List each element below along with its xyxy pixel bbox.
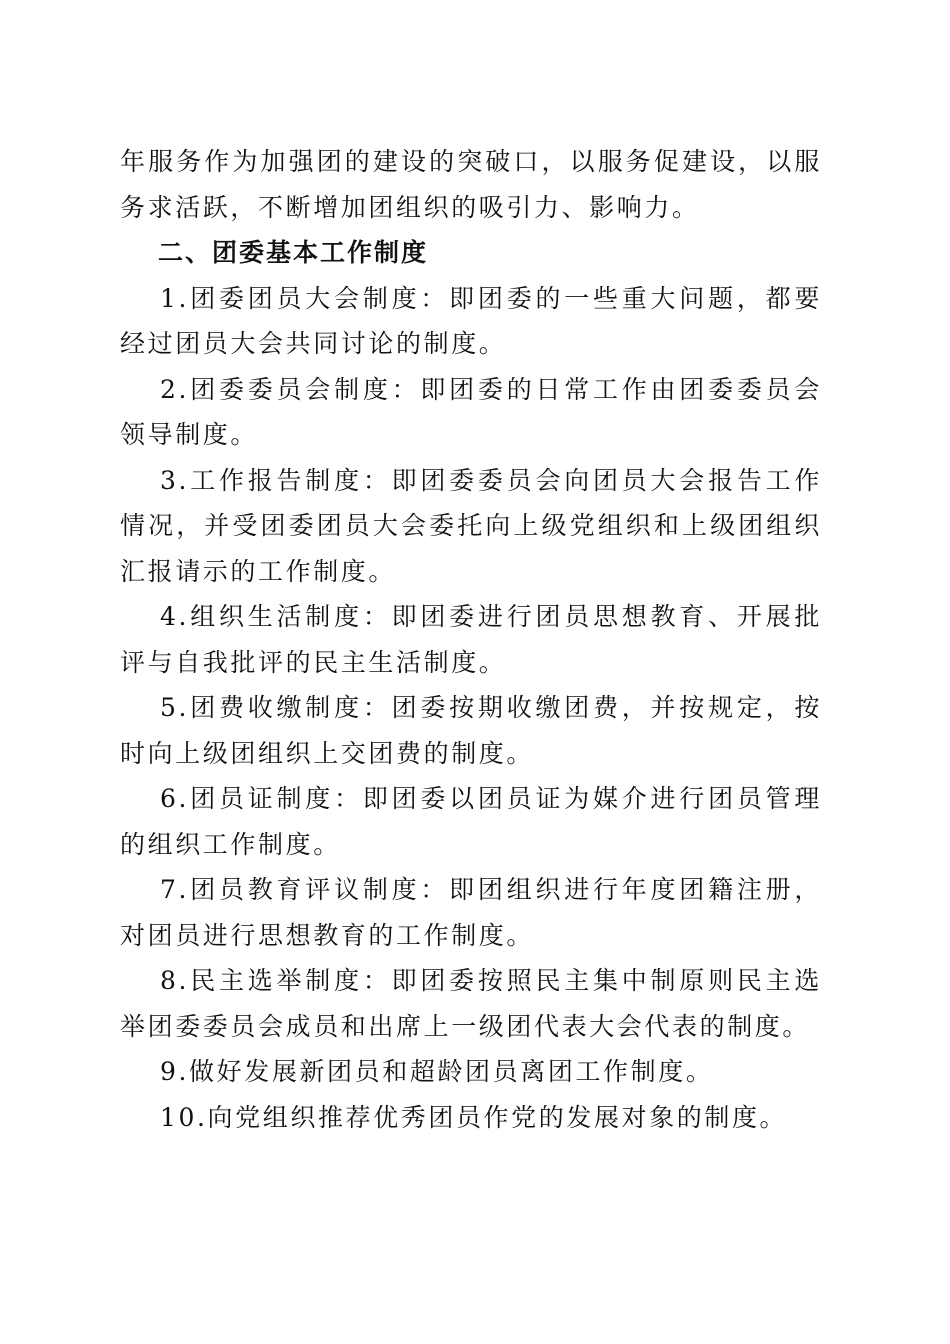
list-item: 8.民主选举制度：即团委按照民主集中制原则民主选举团委委员会成员和出席上一级团代表大会代表的制度。: [120, 966, 822, 1041]
intro-paragraph: 年服务作为加强团的建设的突破口，以服务促建设，以服务求活跃，不断增加团组织的吸引力、影响力。: [120, 147, 822, 222]
list-item: 4.组织生活制度：即团委进行团员思想教育、开展批评与自我批评的民主生活制度。: [120, 602, 822, 677]
list-item: 3.工作报告制度：即团委委员会向团员大会报告工作情况，并受团委团员大会委托向上级党组织和上级团组织汇报请示的工作制度。: [120, 465, 822, 586]
list-item: 6.团员证制度：即团委以团员证为媒介进行团员管理的组织工作制度。: [120, 784, 822, 859]
list-item: 2.团委委员会制度：即团委的日常工作由团委委员会领导制度。: [120, 374, 822, 449]
section-heading: 二、团委基本工作制度: [158, 238, 429, 267]
list-item: 10.向党组织推荐优秀团员作党的发展对象的制度。: [160, 1102, 788, 1132]
list-item: 7.团员教育评议制度：即团组织进行年度团籍注册，对团员进行思想教育的工作制度。: [120, 875, 822, 950]
list-item: 1.团委团员大会制度：即团委的一些重大问题，都要经过团员大会共同讨论的制度。: [120, 283, 822, 358]
list-item: 9.做好发展新团员和超龄团员离团工作制度。: [160, 1057, 714, 1086]
document-body: [120, 139, 822, 1140]
list-item: 5.团费收缴制度：团委按期收缴团费，并按规定，按时向上级团组织上交团费的制度。: [120, 693, 822, 768]
